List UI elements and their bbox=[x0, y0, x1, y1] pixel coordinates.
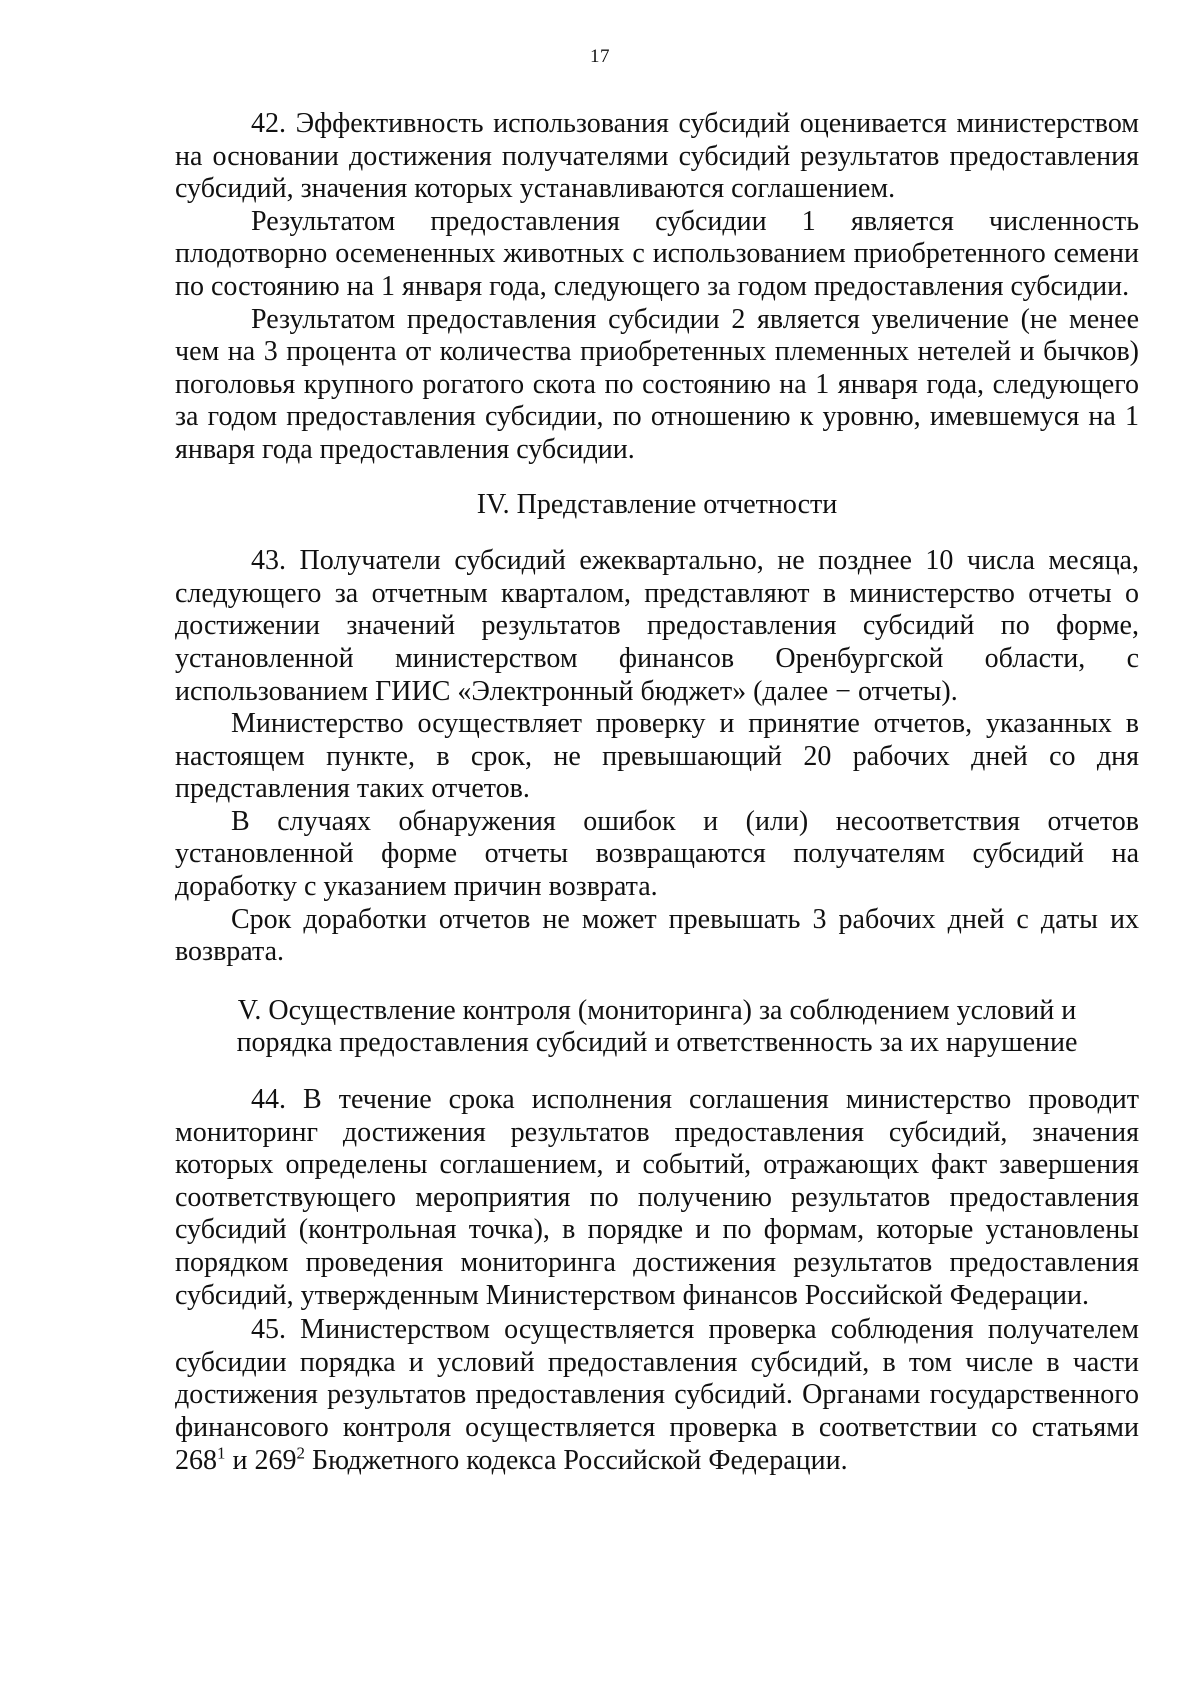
article-269-superscript: 2 bbox=[296, 1443, 305, 1463]
paragraph-43-report-errors: В случаях обнаружения ошибок и (или) несоответствия отчетов установленной форме отчеты возвращаются получателям субсидий на доработку с указанием причин возврата. bbox=[175, 805, 1139, 903]
paragraph-44: 44. В течение срока исполнения соглашения министерство проводит мониторинг достижения результатов предоставления субсидий, значения которых определены соглашением, и событий, отражающих факт завершения соответствующего мероприятия по получению результатов предоставления субсидий (контрольная точка), в порядке и по формам, которые установлены порядком проведения мониторинга достижения результатов предоставления субсидий, утвержденным Министерством финансов Российской Федерации. bbox=[175, 1084, 1139, 1311]
paragraph-43-revision-term: Срок доработки отчетов не может превышать 3 рабочих дней с даты их возврата. bbox=[175, 903, 1139, 968]
paragraph-45-text-1: 45. Министерством осуществляется проверка соблюдения получателем субсидии порядка и условий предоставления субсидий, в том числе в части достижения результатов предоставления субсидий. Органами государственного финансового контроля осуществляется проверка в соответствии со статьями 268 bbox=[175, 1314, 1139, 1476]
page-number: 17 bbox=[590, 46, 610, 67]
section-heading-control bbox=[175, 995, 1139, 1060]
paragraph-43: 43. Получатели субсидий ежеквартально, не позднее 10 числа месяца, следующего за отчетным кварталом, представляют в министерство отчеты о достижении значений результатов предоставления субсидий по форме, установленной министерством финансов Оренбургской области, с использованием ГИИС «Электронный бюджет» (далее − отчеты). bbox=[175, 545, 1139, 707]
section-heading-control-line-1: V. Осуществление контроля (мониторинга) за соблюдением условий и bbox=[237, 994, 1077, 1026]
paragraph-42: 42. Эффективность использования субсидий оценивается министерством на основании достижения получателями субсидий результатов предоставления субсидий, значения которых устанавливаются соглашением. bbox=[175, 108, 1139, 205]
section-heading-reporting: IV. Представление отчетности bbox=[476, 488, 838, 520]
paragraph-42-result-subsidy-1: Результатом предоставления субсидии 1 является численность плодотворно осемененных животных с использованием приобретенного семени по состоянию на 1 января года, следующего за годом предоставления субсидии. bbox=[175, 205, 1139, 302]
paragraph-43-report-check: Министерство осуществляет проверку и принятие отчетов, указанных в настоящем пункте, в срок, не превышающий 20 рабочих дней со дня представления таких отчетов. bbox=[175, 708, 1139, 805]
paragraph-45 bbox=[175, 1314, 1139, 1477]
paragraph-45-text-3: Бюджетного кодекса Российской Федерации. bbox=[304, 1444, 848, 1476]
section-heading-control-line-2: порядка предоставления субсидий и ответственность за их нарушение bbox=[236, 1027, 1078, 1059]
paragraph-42-result-subsidy-2: Результатом предоставления субсидии 2 является увеличение (не менее чем на 3 процента от количества приобретенных племенных нетелей и бычков) поголовья крупного рогатого скота по состоянию на 1 января года, следующего за годом предоставления субсидии, по отношению к уровню, имевшемуся на 1 января года предоставления субсидии. bbox=[175, 303, 1139, 465]
document-body bbox=[175, 108, 1139, 1477]
paragraph-45-text-2: и 269 bbox=[225, 1444, 297, 1476]
article-268-superscript: 1 bbox=[217, 1443, 226, 1463]
